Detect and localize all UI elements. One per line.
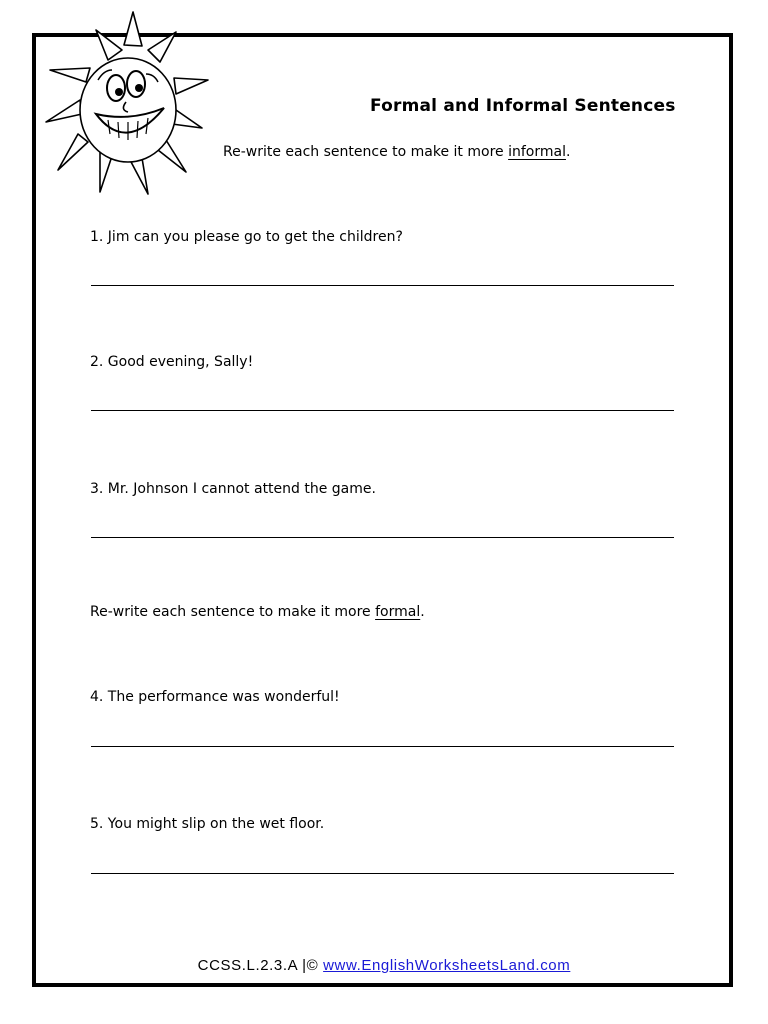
instruction-text: Re-write each sentence to make it more bbox=[223, 144, 509, 160]
instruction-suffix: . bbox=[565, 144, 571, 160]
instruction-suffix: . bbox=[420, 604, 425, 620]
question-4: 4. The performance was wonderful! bbox=[90, 689, 340, 705]
instruction-informal bbox=[223, 144, 570, 160]
answer-line-3[interactable] bbox=[91, 537, 674, 538]
instruction-formal bbox=[90, 604, 425, 620]
question-2: 2. Good evening, Sally! bbox=[90, 354, 254, 370]
instruction-text: Re-write each sentence to make it more bbox=[90, 604, 376, 620]
answer-line-1[interactable] bbox=[91, 285, 674, 286]
smiling-sun-icon bbox=[36, 10, 216, 210]
worksheet-title: Formal and Informal Sentences bbox=[370, 96, 676, 116]
answer-line-4[interactable] bbox=[91, 746, 674, 747]
answer-line-2[interactable] bbox=[91, 410, 674, 411]
footer-standard: CCSS.L.2.3.A |© bbox=[197, 957, 319, 974]
instruction-keyword: formal bbox=[375, 604, 421, 620]
instruction-keyword: informal bbox=[508, 144, 566, 160]
footer-website-link[interactable]: www.EnglishWorksheetsLand.com bbox=[323, 957, 571, 974]
question-1: 1. Jim can you please go to get the children? bbox=[90, 229, 403, 245]
question-3: 3. Mr. Johnson I cannot attend the game. bbox=[90, 481, 376, 497]
answer-line-5[interactable] bbox=[91, 873, 674, 874]
question-5: 5. You might slip on the wet floor. bbox=[90, 816, 325, 832]
footer bbox=[0, 957, 768, 974]
